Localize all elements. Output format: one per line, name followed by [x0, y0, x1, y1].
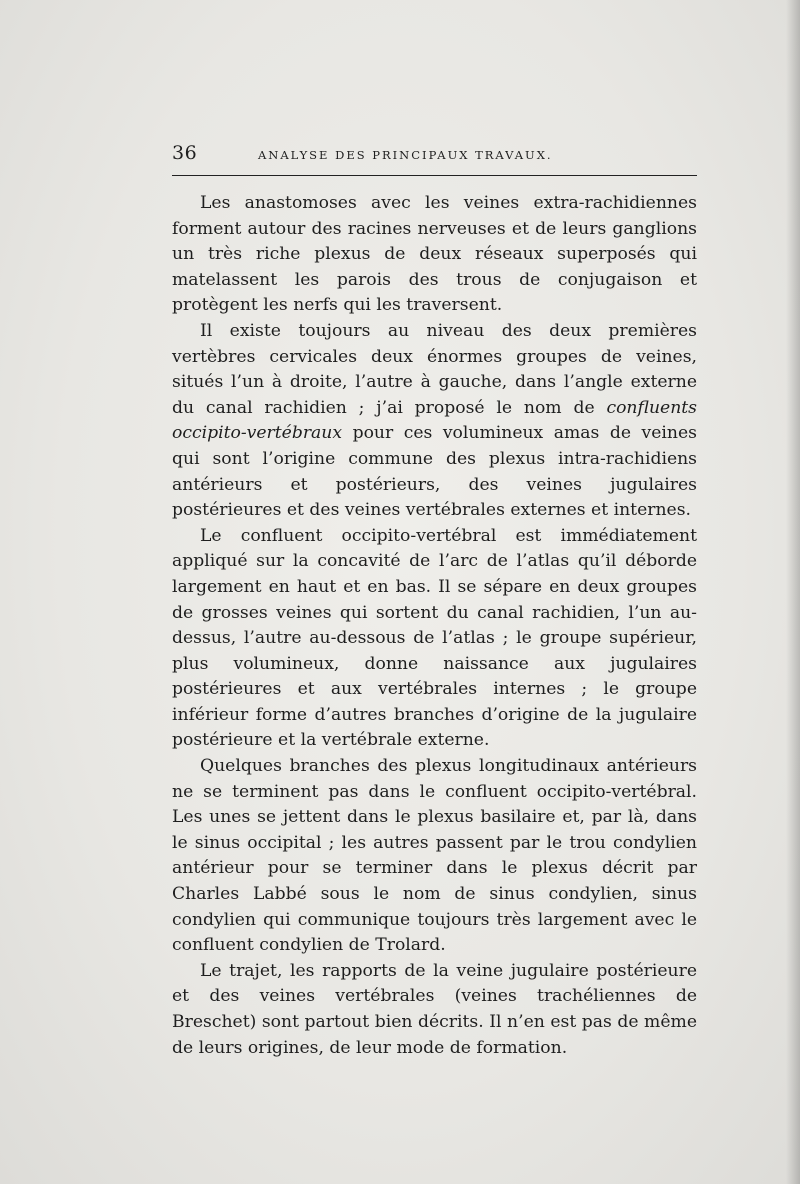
paragraph-3: Le confluent occipito-vertébral est immédiatement appliqué sur la concavité de l’arc de l’atlas qu’il déborde largement en haut et en bas. Il se sépare en deux groupes de grosses veines qui sortent du canal rachidien, l’un au-dessus, l’autre au-dessous de l’atlas ; le groupe supérieur, plus volumineux, donne naissance aux jugulaires postérieures et aux vertébrales internes ; le groupe inférieur forme d’autres branches d’origine de la jugulaire postérieure et la vertébrale externe.	[172, 525, 697, 751]
page-number: 36	[172, 142, 198, 164]
page-edge-shadow	[786, 0, 800, 1184]
paragraph-5: Le trajet, les rapports de la veine jugulaire postérieure et des veines vertébrales (veines trachéliennes de Breschet) sont partout bien décrits. Il n’en est pas de même de leurs origines, de leur mode de formation.	[172, 960, 697, 1058]
body-text	[172, 191, 697, 1061]
paragraph-2-start: Il existe toujours au niveau des deux premières vertèbres cervicales deux énormes groupes de veines, situés l’un à droite, l’autre à gauche, dans l’angle externe du canal rachidien ; j’ai proposé le nom de	[172, 320, 697, 418]
paragraph-2	[172, 319, 697, 524]
page-header	[172, 140, 697, 170]
paragraph-2-end: pour ces volumineux amas de veines qui sont l’origine commune des plexus intra-rachidiens antérieurs et postérieurs, des veines jugulaires postérieures et des veines vertébrales externes et internes.	[172, 423, 697, 521]
running-title: ANALYSE DES PRINCIPAUX TRAVAUX.	[258, 148, 553, 162]
header-rule	[172, 175, 697, 176]
paragraph-1: Les anastomoses avec les veines extra-rachidiennes forment autour des racines nerveuses et de leurs ganglions un très riche plexus de deux réseaux superposés qui matelassent les parois des trous de conjugaison et protègent les nerfs qui les traversent.	[172, 193, 697, 316]
paragraph-4: Quelques branches des plexus longitudinaux antérieurs ne se terminent pas dans le confluent occipito-vertébral. Les unes se jettent dans le plexus basilaire et, par là, dans le sinus occipital ; les autres passent par le trou condylien antérieur pour se terminer dans le plexus décrit par Charles Labbé sous le nom de sinus condylien, sinus condylien qui communique toujours très largement avec le confluent condylien de Trolard.	[172, 756, 697, 956]
emphasized-term: confluents occipito-vertébraux	[172, 397, 697, 444]
